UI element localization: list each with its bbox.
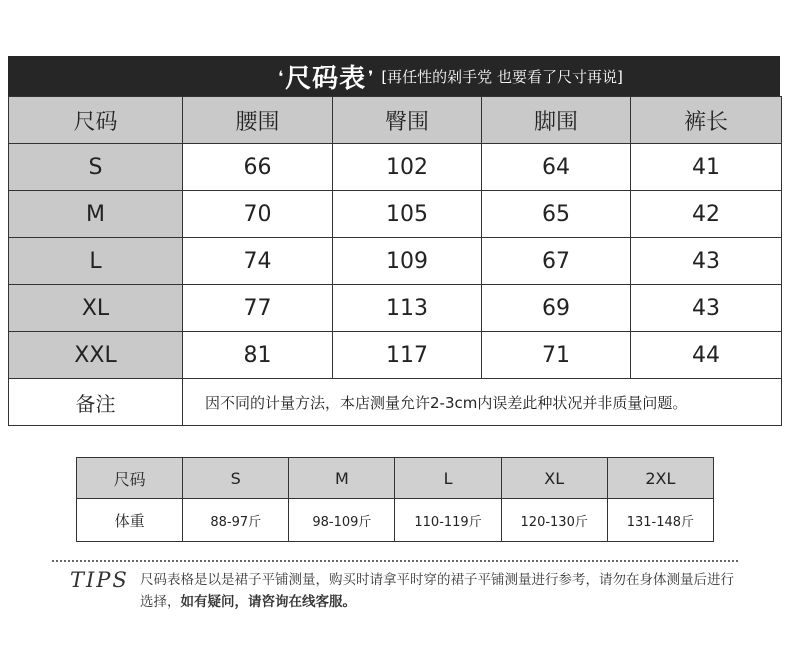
size-label-cell: L <box>9 238 183 285</box>
table-cell: 65 <box>482 191 631 238</box>
size-label-cell: S <box>9 144 183 191</box>
weight-label-cell: 体重 <box>77 499 183 542</box>
table-row <box>9 144 782 191</box>
note-label: 备注 <box>9 379 183 426</box>
size-label-cell: XL <box>9 285 183 332</box>
table-cell: 102 <box>333 144 482 191</box>
table-row <box>9 285 782 332</box>
table-row <box>9 332 782 379</box>
header-cell: 腰围 <box>183 97 333 144</box>
table-row <box>9 238 782 285</box>
header-cell: S <box>183 458 289 499</box>
header-cell: 裤长 <box>631 97 782 144</box>
dotted-divider <box>52 560 738 562</box>
table-cell: 110-119斤 <box>395 499 501 542</box>
table-row <box>9 191 782 238</box>
table-cell: 131-148斤 <box>607 499 713 542</box>
header-cell: M <box>289 458 395 499</box>
table-cell: 74 <box>183 238 333 285</box>
header-cell: 尺码 <box>77 458 183 499</box>
table-cell: 42 <box>631 191 782 238</box>
table-cell: 98-109斤 <box>289 499 395 542</box>
table-cell: 77 <box>183 285 333 332</box>
table-cell: 113 <box>333 285 482 332</box>
tips-text-bold: 如有疑问，请咨询在线客服。 <box>180 594 356 610</box>
page-title: 尺码表 <box>285 63 367 94</box>
table-cell: 117 <box>333 332 482 379</box>
header-cell: L <box>395 458 501 499</box>
table-cell: 105 <box>333 191 482 238</box>
table-cell: 43 <box>631 285 782 332</box>
page-subtitle: [再任性的剁手党 也要看了尺寸再说] <box>381 67 623 86</box>
size-label-cell: M <box>9 191 183 238</box>
table-row <box>77 499 714 542</box>
header-cell: 2XL <box>607 458 713 499</box>
note-row <box>9 379 782 426</box>
size-table <box>8 96 782 426</box>
weight-table <box>76 457 714 542</box>
header-cell: 臀围 <box>333 97 482 144</box>
note-text: 因不同的计量方法，本店测量允许2-3cm内误差此种状况并非质量问题。 <box>183 379 782 426</box>
table-cell: 41 <box>631 144 782 191</box>
table-cell: 67 <box>482 238 631 285</box>
table-cell: 69 <box>482 285 631 332</box>
table-cell: 109 <box>333 238 482 285</box>
header-cell: 脚围 <box>482 97 631 144</box>
tips-text-normal: 尺码表格是以是裙子平铺测量，购买时请拿平时穿的裙子平铺测量进行参考，请勿在身体测量后进行选择， <box>140 572 734 610</box>
table-cell: 120-130斤 <box>501 499 607 542</box>
table-cell: 70 <box>183 191 333 238</box>
table-cell: 43 <box>631 238 782 285</box>
size-table-header <box>9 97 782 144</box>
table-cell: 64 <box>482 144 631 191</box>
title-bar <box>8 56 780 96</box>
tips-text <box>140 569 740 613</box>
sparkle-left-icon: ❛ <box>278 66 284 86</box>
table-cell: 88-97斤 <box>183 499 289 542</box>
table-cell: 71 <box>482 332 631 379</box>
weight-table-header <box>77 458 714 499</box>
sparkle-right-icon: ❜ <box>368 66 374 86</box>
title-group <box>276 56 623 96</box>
size-label-cell: XXL <box>9 332 183 379</box>
table-cell: 66 <box>183 144 333 191</box>
table-cell: 44 <box>631 332 782 379</box>
tips-label: TIPS <box>70 568 129 592</box>
header-cell: XL <box>501 458 607 499</box>
header-cell: 尺码 <box>9 97 183 144</box>
table-cell: 81 <box>183 332 333 379</box>
